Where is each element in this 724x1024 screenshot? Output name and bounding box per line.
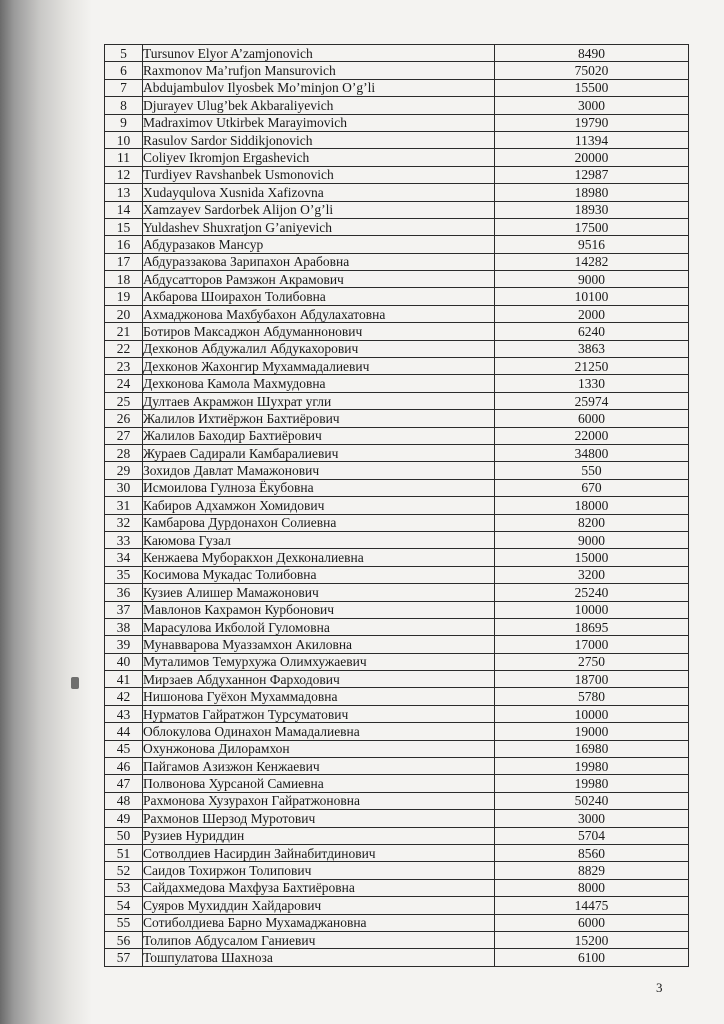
- row-number: 5: [105, 45, 143, 62]
- table-row: [105, 253, 689, 270]
- amount-value: 20000: [495, 149, 689, 166]
- row-number: 57: [105, 949, 143, 966]
- table-row: [105, 271, 689, 288]
- amount-value: 15200: [495, 931, 689, 948]
- row-number: 38: [105, 618, 143, 635]
- row-number: 27: [105, 427, 143, 444]
- person-name: Суяров Мухиддин Хайдарович: [143, 897, 495, 914]
- row-number: 49: [105, 810, 143, 827]
- person-name: Рахмонов Шерзод Муротович: [143, 810, 495, 827]
- records-table-body: [105, 45, 689, 967]
- row-number: 20: [105, 305, 143, 322]
- table-row: [105, 705, 689, 722]
- person-name: Исмоилова Гулноза Ёкубовна: [143, 479, 495, 496]
- table-row: [105, 653, 689, 670]
- amount-value: 19790: [495, 114, 689, 131]
- person-name: Сотиболдиева Барно Мухамаджановна: [143, 914, 495, 931]
- row-number: 9: [105, 114, 143, 131]
- amount-value: 550: [495, 462, 689, 479]
- table-row: [105, 775, 689, 792]
- page-number: 3: [656, 980, 663, 995]
- person-name: Tursunov Elyor A’zamjonovich: [143, 45, 495, 62]
- person-name: Кузиев Алишер Мамажонович: [143, 584, 495, 601]
- table-row: [105, 810, 689, 827]
- row-number: 18: [105, 271, 143, 288]
- table-row: [105, 949, 689, 966]
- person-name: Толипов Абдусалом Ганиевич: [143, 931, 495, 948]
- row-number: 46: [105, 758, 143, 775]
- scan-shadow: [0, 0, 92, 1024]
- table-row: [105, 618, 689, 635]
- row-number: 17: [105, 253, 143, 270]
- table-row: [105, 723, 689, 740]
- person-name: Акбарова Шоирахон Толибовна: [143, 288, 495, 305]
- amount-value: 25240: [495, 584, 689, 601]
- amount-value: 17500: [495, 218, 689, 235]
- person-name: Нурматов Гайратжон Турсуматович: [143, 705, 495, 722]
- table-row: [105, 879, 689, 896]
- row-number: 10: [105, 131, 143, 148]
- amount-value: 2000: [495, 305, 689, 322]
- amount-value: 3000: [495, 97, 689, 114]
- table-row: [105, 914, 689, 931]
- amount-value: 10000: [495, 705, 689, 722]
- person-name: Жалилов Баходир Бахтиёрович: [143, 427, 495, 444]
- table-row: [105, 62, 689, 79]
- person-name: Дехконова Камола Махмудовна: [143, 375, 495, 392]
- row-number: 33: [105, 531, 143, 548]
- table-row: [105, 671, 689, 688]
- table-row: [105, 358, 689, 375]
- amount-value: 18000: [495, 497, 689, 514]
- amount-value: 10100: [495, 288, 689, 305]
- person-name: Зохидов Давлат Мамажонович: [143, 462, 495, 479]
- person-name: Марасулова Икболой Гуломовна: [143, 618, 495, 635]
- amount-value: 19980: [495, 758, 689, 775]
- person-name: Тошпулатова Шахноза: [143, 949, 495, 966]
- records-table: [104, 44, 689, 967]
- amount-value: 25974: [495, 392, 689, 409]
- person-name: Ботиров Максаджон Абдуманнонович: [143, 323, 495, 340]
- row-number: 42: [105, 688, 143, 705]
- person-name: Рузиев Нуриддин: [143, 827, 495, 844]
- amount-value: 18930: [495, 201, 689, 218]
- row-number: 36: [105, 584, 143, 601]
- person-name: Абдураззакова Зарипахон Арабовна: [143, 253, 495, 270]
- table-row: [105, 166, 689, 183]
- person-name: Madraximov Utkirbek Marayimovich: [143, 114, 495, 131]
- table-row: [105, 305, 689, 322]
- person-name: Нишонова Гуёхон Мухаммадовна: [143, 688, 495, 705]
- amount-value: 34800: [495, 444, 689, 461]
- table-row: [105, 758, 689, 775]
- amount-value: 8490: [495, 45, 689, 62]
- table-row: [105, 792, 689, 809]
- amount-value: 6100: [495, 949, 689, 966]
- amount-value: 75020: [495, 62, 689, 79]
- person-name: Кабиров Адхамжон Хомидович: [143, 497, 495, 514]
- table-row: [105, 549, 689, 566]
- amount-value: 8000: [495, 879, 689, 896]
- person-name: Муталимов Темурхужа Олимхужаевич: [143, 653, 495, 670]
- row-number: 35: [105, 566, 143, 583]
- amount-value: 18695: [495, 618, 689, 635]
- table-row: [105, 392, 689, 409]
- table-row: [105, 497, 689, 514]
- person-name: Абдуразаков Мансур: [143, 236, 495, 253]
- amount-value: 5780: [495, 688, 689, 705]
- row-number: 23: [105, 358, 143, 375]
- amount-value: 50240: [495, 792, 689, 809]
- row-number: 16: [105, 236, 143, 253]
- amount-value: 9000: [495, 531, 689, 548]
- amount-value: 19980: [495, 775, 689, 792]
- person-name: Камбарова Дурдонахон Солиевна: [143, 514, 495, 531]
- person-name: Дехконов Жахонгир Мухаммадалиевич: [143, 358, 495, 375]
- amount-value: 3200: [495, 566, 689, 583]
- person-name: Yuldashev Shuxratjon G’aniyevich: [143, 218, 495, 235]
- person-name: Каюмова Гузал: [143, 531, 495, 548]
- row-number: 6: [105, 62, 143, 79]
- amount-value: 3863: [495, 340, 689, 357]
- person-name: Охунжонова Дилорамхон: [143, 740, 495, 757]
- person-name: Пайгамов Азизжон Кенжаевич: [143, 758, 495, 775]
- person-name: Кенжаева Муборакхон Дехконалиевна: [143, 549, 495, 566]
- person-name: Xamzayev Sardorbek Alijon O’g’li: [143, 201, 495, 218]
- row-number: 32: [105, 514, 143, 531]
- table-row: [105, 236, 689, 253]
- person-name: Xudayqulova Xusnida Xafizovna: [143, 184, 495, 201]
- amount-value: 8200: [495, 514, 689, 531]
- amount-value: 6000: [495, 410, 689, 427]
- table-row: [105, 688, 689, 705]
- row-number: 19: [105, 288, 143, 305]
- table-row: [105, 462, 689, 479]
- amount-value: 1330: [495, 375, 689, 392]
- amount-value: 11394: [495, 131, 689, 148]
- amount-value: 14475: [495, 897, 689, 914]
- amount-value: 9516: [495, 236, 689, 253]
- person-name: Жалилов Ихтиёржон Бахтиёрович: [143, 410, 495, 427]
- table-row: [105, 566, 689, 583]
- table-row: [105, 79, 689, 96]
- row-number: 52: [105, 862, 143, 879]
- person-name: Рахмонова Хузурахон Гайратжоновна: [143, 792, 495, 809]
- row-number: 28: [105, 444, 143, 461]
- amount-value: 18980: [495, 184, 689, 201]
- row-number: 53: [105, 879, 143, 896]
- amount-value: 3000: [495, 810, 689, 827]
- row-number: 13: [105, 184, 143, 201]
- row-number: 50: [105, 827, 143, 844]
- table-row: [105, 740, 689, 757]
- row-number: 8: [105, 97, 143, 114]
- person-name: Мирзаев Абдуханнон Фарходович: [143, 671, 495, 688]
- amount-value: 15000: [495, 549, 689, 566]
- table-row: [105, 97, 689, 114]
- table-row: [105, 410, 689, 427]
- row-number: 45: [105, 740, 143, 757]
- row-number: 43: [105, 705, 143, 722]
- person-name: Ахмаджонова Махбубахон Абдулахатовна: [143, 305, 495, 322]
- person-name: Сотволдиев Насирдин Зайнабитдинович: [143, 844, 495, 861]
- row-number: 26: [105, 410, 143, 427]
- row-number: 14: [105, 201, 143, 218]
- row-number: 31: [105, 497, 143, 514]
- person-name: Turdiyev Ravshanbek Usmonovich: [143, 166, 495, 183]
- row-number: 37: [105, 601, 143, 618]
- amount-value: 6000: [495, 914, 689, 931]
- person-name: Жураев Садирали Камбаралиевич: [143, 444, 495, 461]
- table-row: [105, 531, 689, 548]
- amount-value: 18700: [495, 671, 689, 688]
- row-number: 34: [105, 549, 143, 566]
- person-name: Саидов Тохиржон Толипович: [143, 862, 495, 879]
- row-number: 25: [105, 392, 143, 409]
- person-name: Raxmonov Ma’rufjon Mansurovich: [143, 62, 495, 79]
- table-row: [105, 897, 689, 914]
- person-name: Дултаев Акрамжон Шухрат угли: [143, 392, 495, 409]
- row-number: 56: [105, 931, 143, 948]
- table-row: [105, 444, 689, 461]
- table-row: [105, 479, 689, 496]
- amount-value: 19000: [495, 723, 689, 740]
- table-row: [105, 931, 689, 948]
- amount-value: 14282: [495, 253, 689, 270]
- amount-value: 10000: [495, 601, 689, 618]
- amount-value: 5704: [495, 827, 689, 844]
- table-row: [105, 514, 689, 531]
- row-number: 24: [105, 375, 143, 392]
- table-row: [105, 114, 689, 131]
- person-name: Djurayev Ulug’bek Akbaraliyevich: [143, 97, 495, 114]
- table-row: [105, 584, 689, 601]
- row-number: 30: [105, 479, 143, 496]
- row-number: 51: [105, 844, 143, 861]
- person-name: Абдусатторов Рамзжон Акрамович: [143, 271, 495, 288]
- amount-value: 8560: [495, 844, 689, 861]
- person-name: Rasulov Sardor Siddikjonovich: [143, 131, 495, 148]
- table-row: [105, 288, 689, 305]
- table-row: [105, 862, 689, 879]
- amount-value: 9000: [495, 271, 689, 288]
- person-name: Полвонова Хурсаной Самиевна: [143, 775, 495, 792]
- amount-value: 12987: [495, 166, 689, 183]
- table-row: [105, 844, 689, 861]
- table-row: [105, 340, 689, 357]
- row-number: 21: [105, 323, 143, 340]
- person-name: Облокулова Одинахон Мамадалиевна: [143, 723, 495, 740]
- row-number: 22: [105, 340, 143, 357]
- row-number: 55: [105, 914, 143, 931]
- table-row: [105, 601, 689, 618]
- table-row: [105, 149, 689, 166]
- amount-value: 22000: [495, 427, 689, 444]
- amount-value: 21250: [495, 358, 689, 375]
- amount-value: 16980: [495, 740, 689, 757]
- table-row: [105, 45, 689, 62]
- row-number: 48: [105, 792, 143, 809]
- table-row: [105, 375, 689, 392]
- table-row: [105, 427, 689, 444]
- person-name: Дехконов Абдужалил Абдукахорович: [143, 340, 495, 357]
- row-number: 39: [105, 636, 143, 653]
- person-name: Сайдахмедова Махфуза Бахтиёровна: [143, 879, 495, 896]
- table-row: [105, 201, 689, 218]
- person-name: Abdujambulov Ilyosbek Mo’minjon O’g’li: [143, 79, 495, 96]
- row-number: 41: [105, 671, 143, 688]
- row-number: 44: [105, 723, 143, 740]
- row-number: 54: [105, 897, 143, 914]
- row-number: 47: [105, 775, 143, 792]
- amount-value: 670: [495, 479, 689, 496]
- table-row: [105, 827, 689, 844]
- table-row: [105, 184, 689, 201]
- amount-value: 2750: [495, 653, 689, 670]
- person-name: Мавлонов Кахрамон Курбонович: [143, 601, 495, 618]
- table-row: [105, 636, 689, 653]
- amount-value: 8829: [495, 862, 689, 879]
- person-name: Мунавварова Муаззамхон Акиловна: [143, 636, 495, 653]
- row-number: 12: [105, 166, 143, 183]
- table-row: [105, 131, 689, 148]
- row-number: 11: [105, 149, 143, 166]
- amount-value: 6240: [495, 323, 689, 340]
- binder-hole-mark: [71, 677, 79, 689]
- amount-value: 17000: [495, 636, 689, 653]
- row-number: 29: [105, 462, 143, 479]
- table-row: [105, 218, 689, 235]
- person-name: Косимова Мукадас Толибовна: [143, 566, 495, 583]
- table-row: [105, 323, 689, 340]
- row-number: 40: [105, 653, 143, 670]
- amount-value: 15500: [495, 79, 689, 96]
- row-number: 7: [105, 79, 143, 96]
- row-number: 15: [105, 218, 143, 235]
- person-name: Coliyev Ikromjon Ergashevich: [143, 149, 495, 166]
